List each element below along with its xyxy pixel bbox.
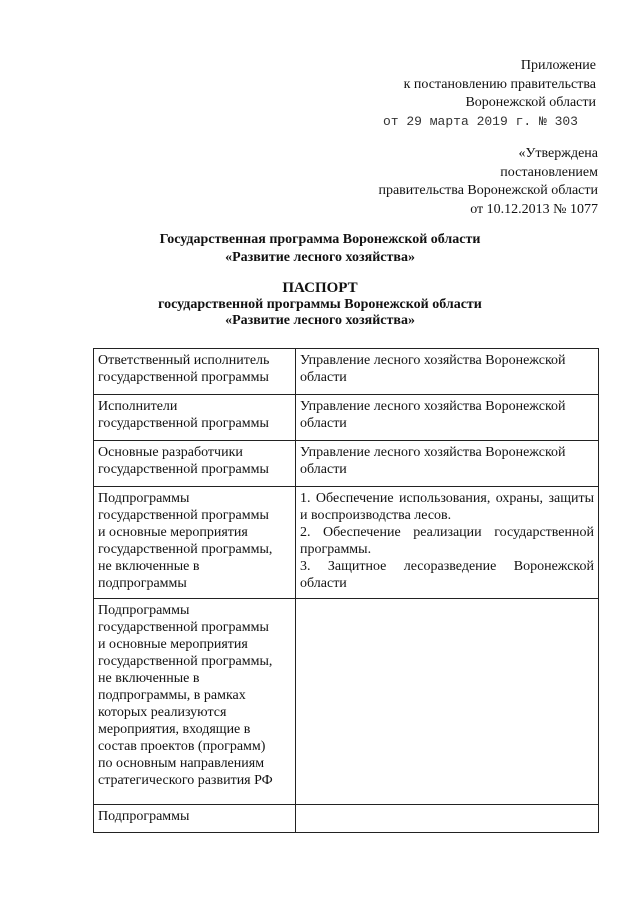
passport-title: ПАСПОРТ	[282, 280, 358, 296]
subprogram-item: 2. Обеспечение реализации государственной программы.	[300, 525, 594, 557]
table-cell-value: Управление лесного хозяйства Воронежской области	[296, 349, 599, 395]
table-row	[94, 395, 599, 441]
appendix-line: к постановлению правительства	[403, 76, 596, 92]
appendix-block	[383, 57, 596, 131]
passport-heading	[0, 280, 640, 330]
table-cell-value-empty	[296, 599, 599, 805]
table-cell-label: Ответственный исполнитель государственной программы	[94, 349, 296, 395]
table-cell-value: Управление лесного хозяйства Воронежской области	[296, 441, 599, 487]
table-cell-label: Подпрограммы государственной программы и основные мероприятия государственной программы, не включенные в подпрограммы, в рамках которых реализуются мероприятия, входящие в состав проектов (программ) по основным направлениям стратегического развития РФ	[94, 599, 296, 805]
table-cell-label: Подпрограммы государственной программы и основные мероприятия государственной программы, не включенные в подпрограммы	[94, 487, 296, 599]
appendix-date: от 29 марта 2019 г. № 303	[382, 113, 578, 129]
approval-line: постановлением	[500, 164, 598, 180]
approval-date: от 10.12.2013 № 1077	[470, 201, 598, 217]
table-row	[94, 349, 599, 395]
approval-block	[378, 145, 598, 219]
table-row	[94, 441, 599, 487]
approval-line: правительства Воронежской области	[378, 183, 598, 198]
table-row	[94, 805, 599, 833]
program-title	[0, 231, 640, 267]
appendix-line: Воронежской области	[465, 95, 596, 110]
appendix-title: Приложение	[520, 58, 596, 73]
table-cell-value	[296, 487, 599, 599]
table-cell-label: Основные разработчики государственной программы	[94, 441, 296, 487]
passport-subtitle: государственной программы Воронежской области	[158, 296, 482, 312]
subprogram-item: 1. Обеспечение использования, охраны, защиты и воспроизводства лесов.	[300, 491, 594, 523]
table-cell-label: Исполнители государственной программы	[94, 395, 296, 441]
program-title-line: Государственная программа Воронежской области	[159, 232, 481, 247]
table-cell-value: Управление лесного хозяйства Воронежской области	[296, 395, 599, 441]
approval-line: «Утверждена	[518, 146, 598, 161]
program-title-line: «Развитие лесного хозяйства»	[225, 250, 415, 265]
table-row	[94, 487, 599, 599]
table-cell-value-empty	[296, 805, 599, 833]
table-row	[94, 599, 599, 805]
passport-subtitle: «Развитие лесного хозяйства»	[225, 313, 415, 328]
subprogram-item: 3. Защитное лесоразведение Воронежской области	[300, 559, 594, 591]
passport-table	[93, 348, 599, 833]
table-cell-label: Подпрограммы	[94, 805, 296, 833]
